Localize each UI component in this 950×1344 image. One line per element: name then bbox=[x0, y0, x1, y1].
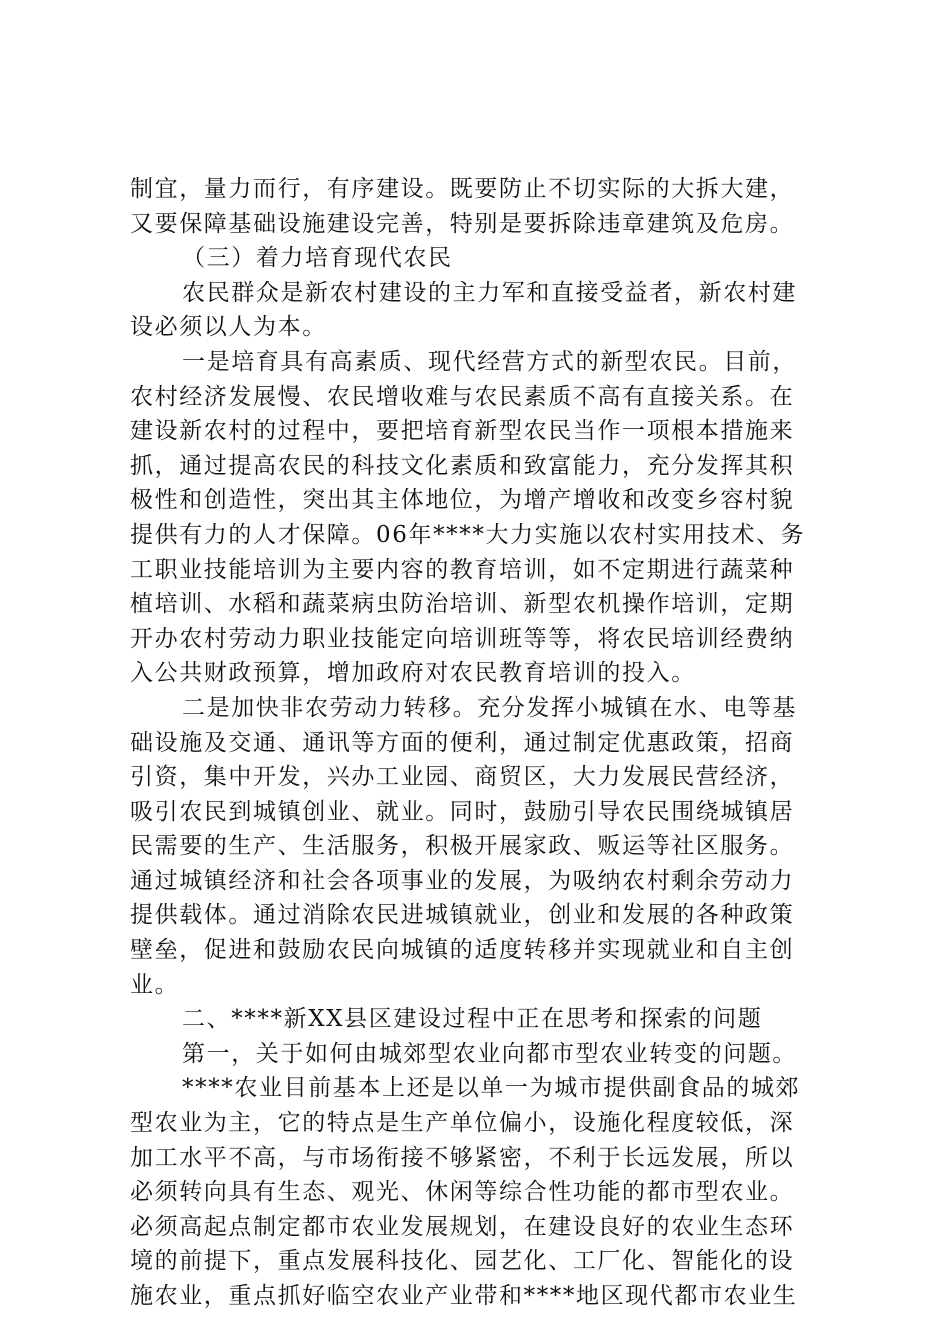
text-line: 境的前提下，重点发展科技化、园艺化、工厂化、智能化的设 bbox=[130, 1248, 795, 1275]
text-line: 施农业，重点抓好临空农业产业带和****地区现代都市农业生 bbox=[130, 1283, 798, 1309]
text-line: 一是培育具有高素质、现代经营方式的新型农民。目前， bbox=[182, 348, 797, 375]
text-line: 建设新农村的过程中，要把培育新型农民当作一项根本措施来 bbox=[130, 418, 795, 445]
text-line: 通过城镇经济和社会各项事业的发展，为吸纳农村剩余劳动力 bbox=[130, 867, 795, 894]
text-line: 又要保障基础设施建设完善，特别是要拆除违章建筑及危房。 bbox=[130, 210, 795, 237]
text-line: 极性和创造性，突出其主体地位，为增产增收和改变乡容村貌 bbox=[130, 487, 795, 514]
document-body bbox=[130, 172, 830, 1314]
text-line: 设必须以人为本。 bbox=[130, 314, 327, 341]
text-line: 植培训、水稻和蔬菜病虫防治培训、新型农机操作培训，定期 bbox=[130, 591, 795, 618]
text-line: 开办农村劳动力职业技能定向培训班等等，将农民培训经费纳 bbox=[130, 625, 795, 652]
section-heading: （三）着力培育现代农民 bbox=[182, 245, 453, 272]
text-line: ****农业目前基本上还是以单一为城市提供副食品的城郊 bbox=[182, 1075, 801, 1102]
section-heading: 二、****新XX县区建设过程中正在思考和探索的问题 bbox=[182, 1006, 763, 1033]
text-line: 农村经济发展慢、农民增收难与农民素质不高有直接关系。在 bbox=[130, 383, 795, 410]
text-line: 二是加快非农劳动力转移。充分发挥小城镇在水、电等基 bbox=[182, 694, 797, 721]
text-line: 入公共财政预算，增加政府对农民教育培训的投入。 bbox=[130, 660, 696, 687]
text-line: 农民群众是新农村建设的主力军和直接受益者，新农村建 bbox=[182, 279, 797, 306]
text-line: 提供载体。通过消除农民进城镇就业，创业和发展的各种政策 bbox=[130, 902, 795, 929]
text-line: 必须高起点制定都市农业发展规划，在建设良好的农业生态环 bbox=[130, 1213, 795, 1240]
text-line: 吸引农民到城镇创业、就业。同时，鼓励引导农民围绕城镇居 bbox=[130, 798, 795, 825]
text-line: 抓，通过提高农民的科技文化素质和致富能力，充分发挥其积 bbox=[130, 452, 795, 479]
text-line: 型农业为主，它的特点是生产单位偏小，设施化程度较低，深 bbox=[130, 1110, 795, 1137]
text-line: 壁垒，促进和鼓励农民向城镇的适度转移并实现就业和自主创 bbox=[130, 937, 795, 964]
text-line: 制宜，量力而行，有序建设。既要防止不切实际的大拆大建， bbox=[130, 176, 795, 202]
subsection-heading: 第一，关于如何由城郊型农业向都市型农业转变的问题。 bbox=[182, 1040, 797, 1067]
text-line: 加工水平不高，与市场衔接不够紧密，不利于长远发展，所以 bbox=[130, 1144, 795, 1171]
text-line: 必须转向具有生态、观光、休闲等综合性功能的都市型农业。 bbox=[130, 1179, 795, 1206]
text-line: 工职业技能培训为主要内容的教育培训，如不定期进行蔬菜种 bbox=[130, 556, 795, 583]
text-line: 业。 bbox=[130, 971, 180, 998]
text-line: 引资，集中开发，兴办工业园、商贸区，大力发展民营经济， bbox=[130, 764, 795, 791]
text-line: 提供有力的人才保障。06年****大力实施以农村实用技术、务 bbox=[130, 521, 806, 548]
text-line: 础设施及交通、通讯等方面的便利，通过制定优惠政策，招商 bbox=[130, 729, 795, 756]
text-line: 民需要的生产、生活服务，积极开展家政、贩运等社区服务。 bbox=[130, 833, 795, 860]
